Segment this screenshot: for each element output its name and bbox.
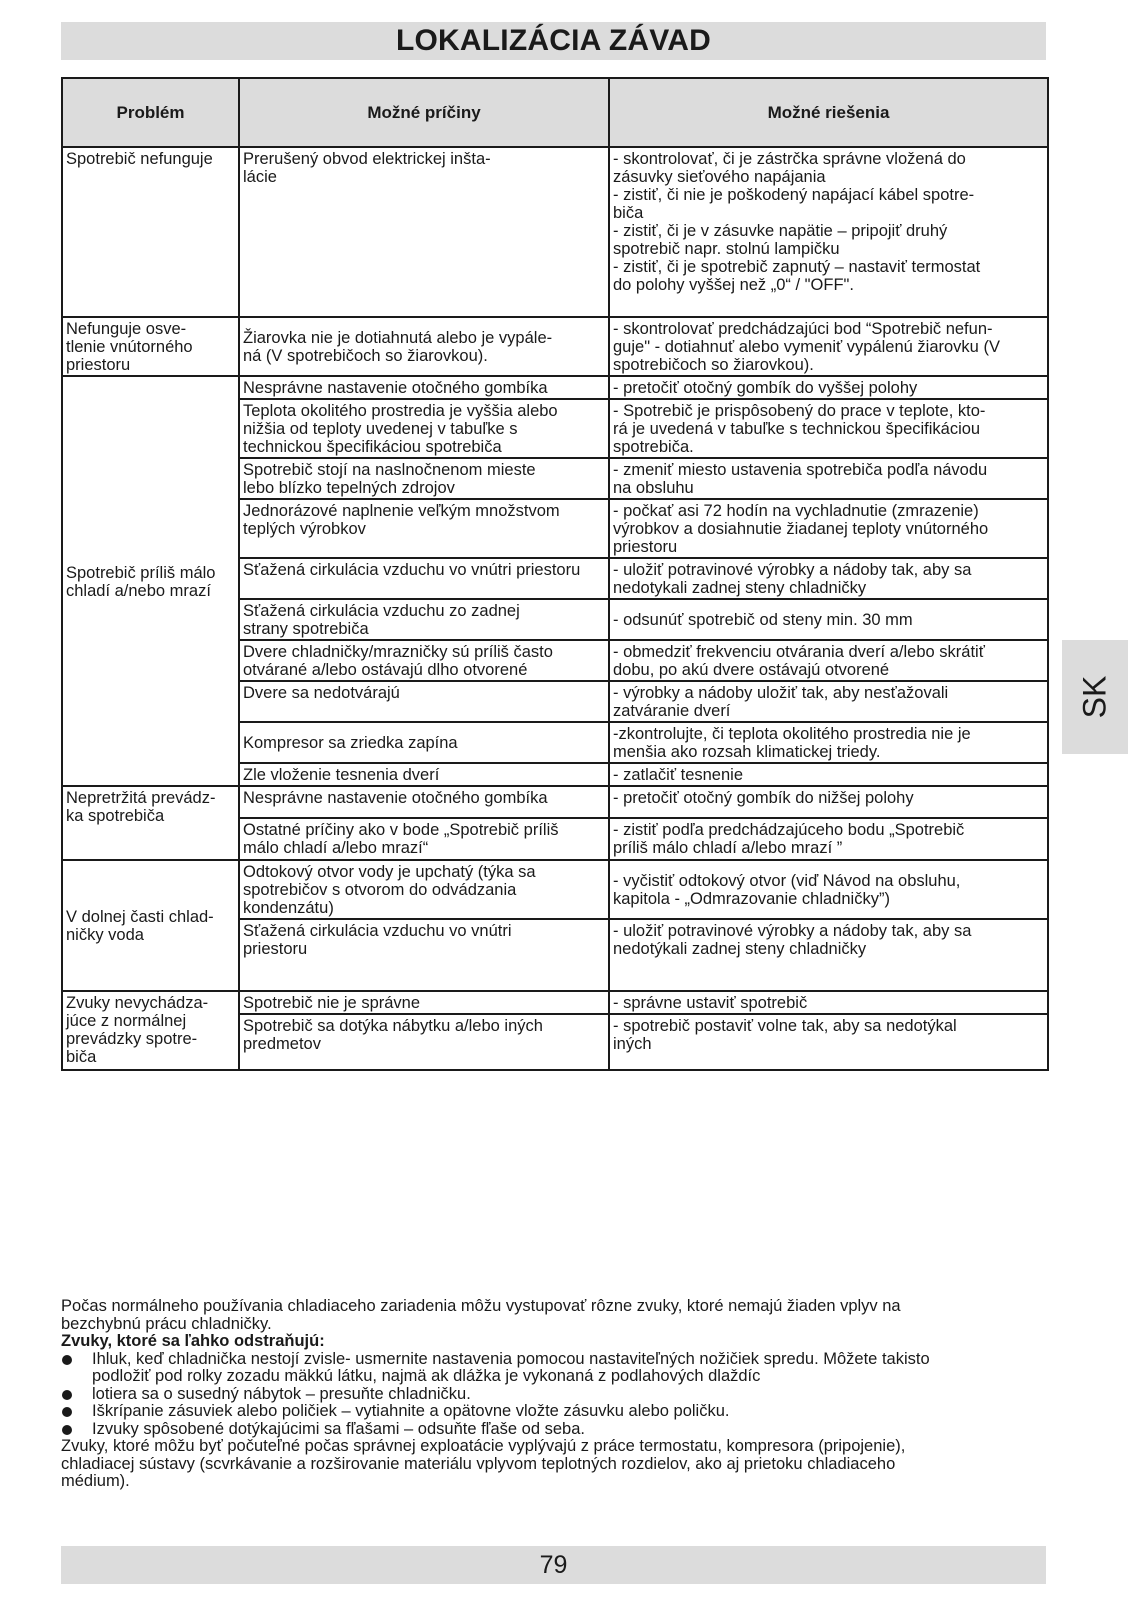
table-row — [62, 991, 1048, 1014]
bullet-icon — [62, 1355, 72, 1365]
cause-cell: Sťažená cirkulácia vzduchu zo zadnej strany spotrebiča — [239, 599, 609, 640]
solution-cell: - odsunúť spotrebič od steny min. 30 mm — [609, 599, 1048, 640]
notes-bullet-list — [61, 1351, 1046, 1439]
solution-cell: - zatlačiť tesnenie — [609, 763, 1048, 786]
cause-cell: Žiarovka nie je dotiahnutá alebo je vypále- ná (V spotrebičoch so žiarovkou). — [239, 317, 609, 376]
table-row — [62, 317, 1048, 376]
list-item-text: Ihluk, keď chladnička nestojí zvisle- usmernite nastavenia pomocou nastaviteľných nožičiek spredu. Môžete takisto podložiť pod rolky zozadu mäkkú látku, najmä ak dlážka je vykonaná z podlahových dlaždíc — [92, 1349, 930, 1385]
cause-cell: Jednorázové naplnenie veľkým množstvom teplých výrobkov — [239, 499, 609, 558]
problem-cell: Nefunguje osve- tlenie vnútorného priestoru — [62, 317, 239, 376]
solution-cell: - uložiť potravinové výrobky a nádoby tak, aby sa nedotykali zadnej steny chladničky — [609, 558, 1048, 599]
bullet-icon — [62, 1425, 72, 1435]
header-solutions: Možné riešenia — [609, 78, 1048, 147]
notes-heading: Zvuky, ktoré sa ľahko odstraňujú: — [61, 1332, 325, 1350]
table-row — [62, 376, 1048, 399]
cause-cell: Sťažená cirkulácia vzduchu vo vnútri priestoru — [239, 919, 609, 991]
solution-cell: - pretočiť otočný gombík do nižšej polohy — [609, 786, 1048, 818]
table-row — [62, 860, 1048, 919]
page-title: LOKALIZÁCIA ZÁVAD — [61, 22, 1046, 60]
table-row — [62, 786, 1048, 818]
cause-cell: Sťažená cirkulácia vzduchu vo vnútri priestoru — [239, 558, 609, 599]
cause-cell: Prerušený obvod elektrickej inšta- lácie — [239, 147, 609, 317]
cause-cell: Ostatné príčiny ako v bode „Spotrebič príliš málo chladí a/lebo mrazí“ — [239, 818, 609, 860]
bullet-icon — [62, 1407, 72, 1417]
header-causes: Možné príčiny — [239, 78, 609, 147]
list-item-text: lotiera sa o susedný nábytok – presuňte chladničku. — [92, 1384, 471, 1403]
solution-cell: - správne ustaviť spotrebič — [609, 991, 1048, 1014]
solution-cell: - počkať asi 72 hodín na vychladnutie (zmrazenie) výrobkov a dosiahnutie žiadanej teploty vnútorného priestoru — [609, 499, 1048, 558]
cause-cell: Spotrebič sa dotýka nábytku a/lebo iných predmetov — [239, 1014, 609, 1070]
header-problem: Problém — [62, 78, 239, 147]
solution-cell: - výrobky a nádoby uložiť tak, aby nesťažovali zatváranie dverí — [609, 681, 1048, 722]
problem-cell: V dolnej časti chlad- ničky voda — [62, 860, 239, 991]
page-number: 79 — [61, 1546, 1046, 1584]
cause-cell: Spotrebič nie je správne — [239, 991, 609, 1014]
cause-cell: Dvere chladničky/mrazničky sú príliš často otvárané a/lebo ostávajú dlho otvorené — [239, 640, 609, 681]
list-item — [61, 1386, 1046, 1404]
cause-cell: Teplota okolitého prostredia je vyššia alebo nižšia od teploty uvedenej v tabuľke s technickou špecifikáciou spotrebiča — [239, 399, 609, 458]
list-item-text: Iškrípanie zásuviek alebo poličiek – vytiahnite a opätovne vložte zásuvku alebo poličku. — [92, 1402, 730, 1420]
notes-outro: Zvuky, ktoré môžu byť počuteľné počas správnej exploatácie vyplývajú z práce termostatu, kompresora (pripojenie), chladiacej sústavy (scvrkávanie a rozširovanie materiálu vplyvom teplotných rozdielov, ako aj prietoku chladiaceho médium). — [61, 1437, 906, 1490]
noise-notes — [61, 1298, 1046, 1491]
solution-cell: - spotrebič postaviť volne tak, aby sa nedotýkal iných — [609, 1014, 1048, 1070]
solution-cell: - uložiť potravinové výrobky a nádoby tak, aby sa nedotýkali zadnej steny chladničky — [609, 919, 1048, 991]
list-item — [61, 1403, 1046, 1421]
problem-cell: Nepretržitá prevádz- ka spotrebiča — [62, 786, 239, 860]
cause-cell: Dvere sa nedotvárajú — [239, 681, 609, 722]
cause-cell: Spotrebič stojí na naslnočnenom mieste lebo blízko tepelných zdrojov — [239, 458, 609, 499]
cause-cell: Odtokový otvor vody je upchatý (týka sa spotrebičov s otvorom do odvádzania kondenzátu) — [239, 860, 609, 919]
solution-cell: - zistiť podľa predchádzajúceho bodu „Spotrebič príliš málo chladí a/lebo mrazí ” — [609, 818, 1048, 860]
solution-cell: - skontrolovať predchádzajúci bod “Spotrebič nefun- guje" - dotiahnuť alebo vymeniť vypálenú žiarovku (V spotrebičoch so žiarovkou). — [609, 317, 1048, 376]
solution-cell: - skontrolovať, či je zástrčka správne vložená do zásuvky sieťového napájania - zistiť, či nie je poškodený napájací kábel spotre- biča - zistiť, či je v zásuvke napätie – pripojiť druhý spotrebič napr. stolnú lampičku - zistiť, či je spotrebič zapnutý – nastaviť termostat do polohy vyššej než „0“ / "OFF". — [609, 147, 1048, 317]
cause-cell: Kompresor sa zriedka zapína — [239, 722, 609, 763]
solution-cell: - pretočiť otočný gombík do vyššej polohy — [609, 376, 1048, 399]
solution-cell: - Spotrebič je prispôsobený do prace v teplote, kto- rá je uvedená v tabuľke s technickou špecifikáciou spotrebiča. — [609, 399, 1048, 458]
list-item — [61, 1421, 1046, 1439]
list-item-text: Izvuky spôsobené dotýkajúcimi sa fľašami – odsuňte fľaše od seba. — [92, 1419, 585, 1438]
table-header-row — [62, 78, 1048, 147]
solution-cell: -zkontrolujte, či teplota okolitého prostredia nie je menšia ako rozsah klimatickej triedy. — [609, 722, 1048, 763]
bullet-icon — [62, 1390, 72, 1400]
table-row — [62, 147, 1048, 317]
solution-cell: - zmeniť miesto ustavenia spotrebiča podľa návodu na obsluhu — [609, 458, 1048, 499]
solution-cell: - obmedziť frekvenciu otvárania dverí a/lebo skrátiť dobu, po akú dvere ostávajú otvorené — [609, 640, 1048, 681]
cause-cell: Nesprávne nastavenie otočného gombíka — [239, 376, 609, 399]
cause-cell: Nesprávne nastavenie otočného gombíka — [239, 786, 609, 818]
language-tab-label: SK — [1076, 675, 1113, 719]
language-tab — [1062, 640, 1128, 754]
solution-cell: - vyčistiť odtokový otvor (viď Návod na obsluhu, kapitola - „Odmrazovanie chladničky”) — [609, 860, 1048, 919]
problem-cell: Spotrebič nefunguje — [62, 147, 239, 317]
notes-intro: Počas normálneho používania chladiaceho zariadenia môžu vystupovať rôzne zvuky, ktoré nemajú žiaden vplyv na bezchybnú prácu chladničky. — [61, 1297, 901, 1333]
list-item — [61, 1351, 1046, 1386]
cause-cell: Zle vloženie tesnenia dverí — [239, 763, 609, 786]
problem-cell: Spotrebič príliš málo chladí a/nebo mrazí — [62, 376, 239, 786]
troubleshooting-table — [61, 77, 1049, 1071]
problem-cell: Zvuky nevychádza- júce z normálnej prevádzky spotre- biča — [62, 991, 239, 1070]
